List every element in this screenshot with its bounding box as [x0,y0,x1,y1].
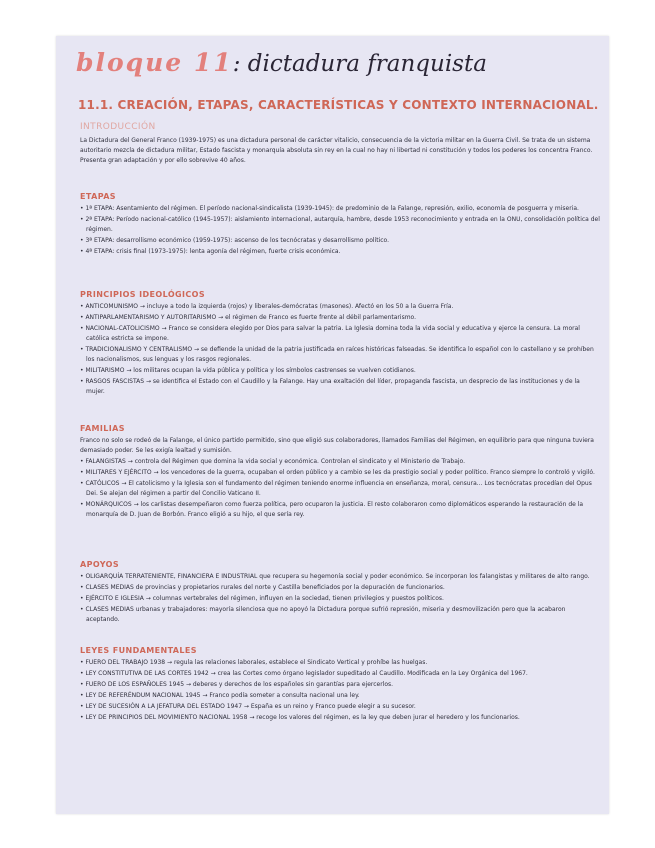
page-title [76,48,596,86]
list-item: • LEY CONSTITUTIVA DE LAS CORTES 1942 → crea las Cortes como órgano legislador supeditado al Caudillo. Modificada en la Ley Orgánica del 1967. [80,670,528,677]
title-topic: : dictadura franquista [232,51,487,77]
list-item: • CLASES MEDIAS urbanas y trabajadores: mayoría silenciosa que no apoyó la Dictadura porque sufrió represión, miseria y desmovilización pero que la acabaron aceptando. [80,606,566,623]
introduccion-paragraph: La Dictadura del General Franco (1939-1975) es una dictadura personal de carácter vitalicio, consecuencia de la victoria militar en la Guerra Civil. Se trata de un sistema autoritario mezcla de dictadura militar, Estado fascista y monarquía absoluta sin rey en la cual no hay ni libertad ni constitución y todos los poderes los concentra Franco. Presenta gran adaptación y por ello sobrevive 40 años. [80,137,593,164]
list-item: • MILITARISMO → los militares ocupan la vida pública y política y los símbolos castrenses se vuelven cotidianos. [80,367,416,374]
notes-sheet [56,36,609,814]
section-subtitle: 11.1. CREACIÓN, ETAPAS, CARACTERÍSTICAS Y CONTEXTO INTERNACIONAL. [78,98,599,112]
list-item: • LEY DE PRINCIPIOS DEL MOVIMIENTO NACIONAL 1958 → recoge los valores del régimen, es la ley que deben jurar el heredero y los funcionarios. [80,714,520,721]
leyes-list [80,658,600,724]
list-item: • CLASES MEDIAS de provincias y propietarios rurales del norte y Castilla beneficiados por la depuración de funcionarios. [80,584,445,591]
list-item: • RASGOS FASCISTAS → se identifica el Estado con el Caudillo y la Falange. Hay una exaltación del líder, propaganda fascista, un desprecio de las instituciones y de la mujer. [80,378,580,395]
list-item: • CATÓLICOS → El catolicismo y la Iglesia son el fundamento del régimen teniendo enorme influencia en enseñanza, moral, censura... Los tecnócratas procedían del Opus Dei. Se alejan del régimen a partir del Concilio Vaticano II. [80,480,592,497]
list-item: • FUERO DEL TRABAJO 1938 → regula las relaciones laborales, establece el Sindicato Vertical y prohíbe las huelgas. [80,659,428,666]
introduccion-text [80,136,600,167]
title-block: bloque 11 [76,48,233,77]
list-item: • LEY DE SUCESIÓN A LA JEFATURA DEL ESTADO 1947 → España es un reino y Franco puede elegir a su sucesor. [80,703,416,710]
apoyos-list [80,572,600,626]
list-item: • OLIGARQUÍA TERRATENIENTE, FINANCIERA E INDUSTRIAL que recupera su hegemonía social y poder económico. Se incorporan los falangistas y militares de alto rango. [80,573,590,580]
etapas-list [80,204,600,258]
list-item: • 4ª ETAPA: crisis final (1973-1975): lenta agonía del régimen, fuerte crisis económica. [80,248,341,255]
list-item: • 1ª ETAPA: Asentamiento del régimen. El período nacional-sindicalista (1939-1945): de predominio de la Falange, represión, exilio, economía de posguerra y miseria. [80,205,579,212]
heading-apoyos: APOYOS [80,560,120,569]
list-item: • MONÁRQUICOS → los carlistas desempeñaron como fuerza política, pero ocuparon la justicia. El resto colaboraron como diplomáticos esperando la restauración de la monarquía de D. Juan de Borbón. Franco eligió a su hijo, el que sería rey. [80,501,584,518]
list-item: • 3ª ETAPA: desarrollismo económico (1959-1975): ascenso de los tecnócratas y desarrollismo político. [80,237,389,244]
heading-introduccion: INTRODUCCIÓN [80,122,156,132]
list-item: • NACIONAL-CATOLICISMO → Franco se considera elegido por Dios para salvar la patria. La Iglesia domina toda la vida social y educativa y ejerce la censura. La moral católica estricta se impone. [80,325,580,342]
list-item: • MILITARES Y EJÉRCITO → los vencedores de la guerra, ocupaban el orden público y a cambio se les da prestigio social y poder político. Franco siempre lo controló y vigiló. [80,469,595,476]
list-item: • TRADICIONALISMO Y CENTRALISMO → se defiende la unidad de la patria justificada en raíces históricas falseadas. Se identifica lo español con lo castellano y se prohíben los nacionalismos, sus lenguas y los rasgos regionales. [80,346,594,363]
heading-familias: FAMILIAS [80,424,125,433]
heading-leyes: LEYES FUNDAMENTALES [80,646,197,655]
list-item: • ANTIPARLAMENTARISMO Y AUTORITARISMO → el régimen de Franco es fuerte frente al débil parlamentarismo. [80,314,417,321]
list-item: • 2ª ETAPA: Período nacional-católico (1945-1957): aislamiento internacional, autarquía, hambre, desde 1953 reconocimiento y entrada en la ONU, consolidación política del régimen. [80,216,600,233]
list-item: • EJÉRCITO E IGLESIA → columnas vertebrales del régimen, influyen en la sociedad, tienen privilegios y puestos políticos. [80,595,444,602]
principios-list [80,302,600,398]
list-item: • FUERO DE LOS ESPAÑOLES 1945 → deberes y derechos de los españoles sin garantías para ejercerlos. [80,681,394,688]
list-item: • ANTICOMUNISMO → incluye a todo la izquierda (rojos) y liberales-demócratas (masones). Afectó en los 50 a la Guerra Fría. [80,303,454,310]
heading-principios: PRINCIPIOS IDEOLÓGICOS [80,290,206,299]
heading-etapas: ETAPAS [80,192,116,201]
list-item: • FALANGISTAS → controla del Régimen que domina la vida social y económica. Controlan el sindicato y el Ministerio de Trabajo. [80,458,466,465]
familias-list [80,436,600,521]
list-item: • LEY DE REFERÉNDUM NACIONAL 1945 → Franco podía someter a consulta nacional una ley. [80,692,360,699]
familias-intro: Franco no solo se rodeó de la Falange, el único partido permitido, sino que eligió sus colaboradores, llamados Familias del Régimen, en equilibrio para que ninguna tuviera demasiado poder. Se les exigía lealtad y sumisión. [80,437,594,454]
